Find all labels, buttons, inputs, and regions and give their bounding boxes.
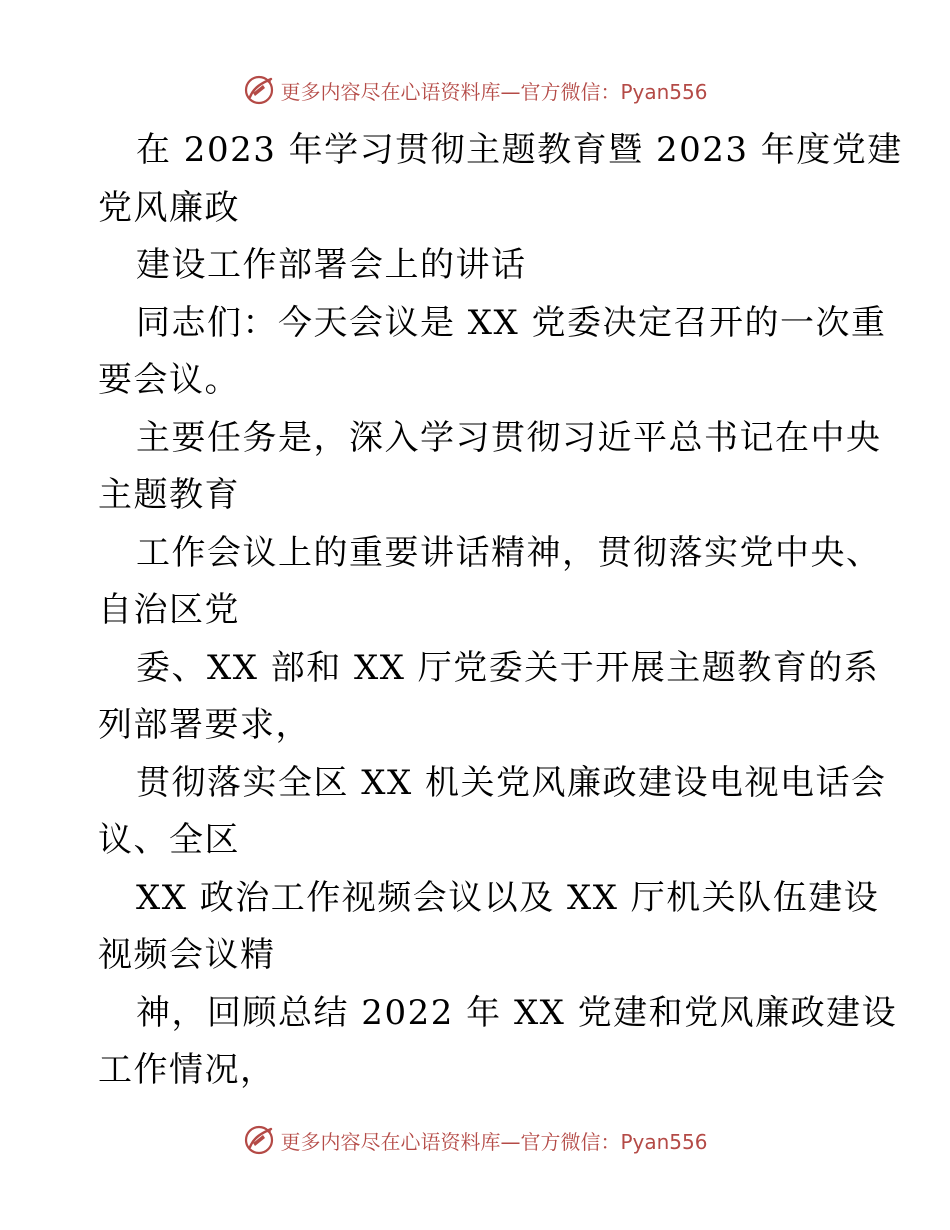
text-line: 列部署要求， (98, 705, 311, 745)
text-line: 自治区党 (98, 590, 240, 630)
text-line: 要会议。 (98, 360, 240, 400)
document-body (98, 122, 903, 1100)
text-line: 主要任务是，深入学习贯彻习近平总书记在中央 (136, 417, 882, 458)
text-line: 党风廉政 (98, 187, 240, 228)
watermark-banner-bottom (0, 1120, 950, 1160)
text-line: 在 2023 年学习贯彻主题教育暨 2023 年度党建 (136, 130, 903, 170)
text-line: 议、全区 (98, 820, 240, 860)
text-line: XX 政治工作视频会议以及 XX 厅机关队伍建设 (136, 877, 880, 918)
text-line: 主题教育 (98, 475, 240, 515)
text-line: 神，回顾总结 2022 年 XX 党建和党风廉政建设 (136, 992, 898, 1033)
text-line: 同志们：今天会议是 XX 党委决定召开的一次重 (136, 302, 887, 343)
text-line: 建设工作部署会上的讲话 (136, 245, 527, 285)
text-line: 工作会议上的重要讲话精神，贯彻落实党中央、 (136, 532, 882, 573)
text-line: 贯彻落实全区 XX 机关党风廉政建设电视电话会 (136, 762, 887, 803)
watermark-banner-top (0, 70, 950, 110)
watermark-text-bottom: 更多内容尽在心语资料库—官方微信：Pyan556 (280, 1129, 708, 1154)
pen-logo-icon (242, 1123, 276, 1157)
text-line: 委、XX 部和 XX 厅党委关于开展主题教育的系 (136, 647, 880, 688)
text-line: 视频会议精 (98, 935, 276, 975)
pen-logo-icon (242, 73, 276, 107)
text-line: 工作情况， (98, 1050, 276, 1090)
watermark-text-top: 更多内容尽在心语资料库—官方微信：Pyan556 (280, 79, 708, 104)
